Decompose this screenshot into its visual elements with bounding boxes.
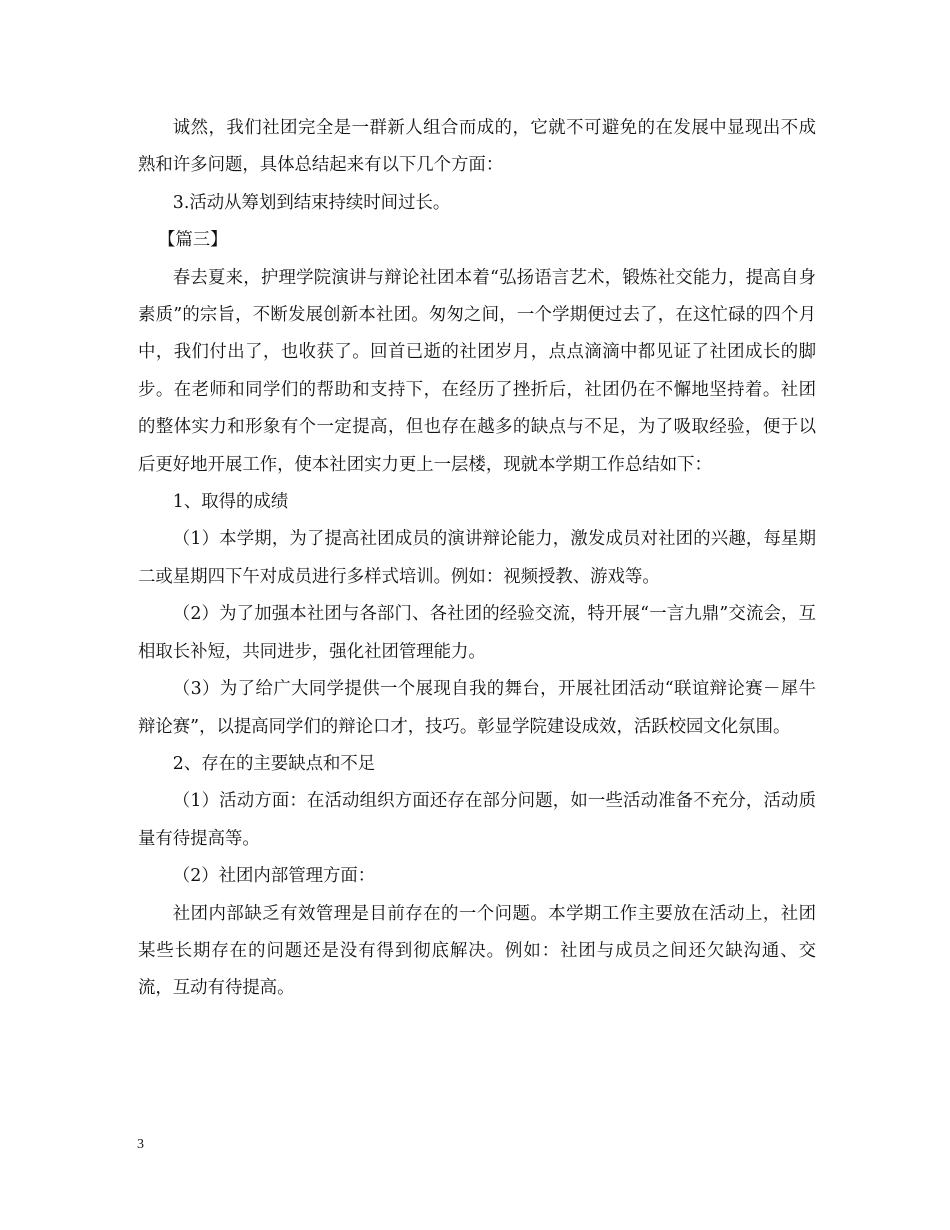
- paragraph-management: 社团内部缺乏有效管理是目前存在的一个问题。本学期工作主要放在活动上，社团某些长期存在的问题还是没有得到彻底解决。例如：社团与成员之间还欠缺沟通、交流，互动有待提高。: [138, 903, 816, 999]
- subheading-achievements: 1、取得的成绩: [172, 492, 289, 513]
- paragraph-achievement-2: （2）为了加强本社团与各部门、各社团的经验交流，特开展“一言九鼎”交流会，互相取长补短，共同进步，强化社团管理能力。: [138, 604, 816, 662]
- paragraph-issue-3: 3.活动从筹划到结束持续时间过长。: [172, 192, 451, 213]
- paragraph-achievement-3: （3）为了给广大同学提供一个展现自我的舞台，开展社团活动“联谊辩论赛－犀牛辩论赛”，以提高同学们的辩论口才，技巧。彰显学院建设成效，活跃校园文化氛围。: [138, 679, 816, 737]
- paragraph-summary-intro: 春去夏来，护理学院演讲与辩论社团本着“弘扬语言艺术，锻炼社交能力，提高自身素质”的宗旨，不断发展创新本社团。匆匆之间，一个学期便过去了，在这忙碌的四个月中，我们付出了，也收获了。回首已逝的社团岁月，点点滴滴中都见证了社团成长的脚步。在老师和同学们的帮助和支持下，在经历了挫折后，社团仍在不懈地坚持着。社团的整体实力和形象有个一定提高，但也存在越多的缺点与不足，为了吸取经验，便于以后更好地开展工作，使本社团实力更上一层楼，现就本学期工作总结如下：: [138, 267, 816, 475]
- paragraph-intro: 诚然，我们社团完全是一群新人组合而成的，它就不可避免的在发展中显现出不成熟和许多问题，具体总结起来有以下几个方面：: [138, 118, 816, 176]
- page-number: 3: [137, 1137, 144, 1152]
- paragraph-shortcoming-1: （1）活动方面：在活动组织方面还存在部分问题，如一些活动准备不充分，活动质量有待提高等。: [138, 791, 816, 849]
- document-body: [138, 110, 816, 1008]
- section-heading-part-three: 【篇三】: [158, 230, 228, 251]
- subheading-shortcomings: 2、存在的主要缺点和不足: [172, 753, 376, 774]
- paragraph-shortcoming-2: （2）社团内部管理方面：: [172, 866, 376, 887]
- paragraph-achievement-1: （1）本学期，为了提高社团成员的演讲辩论能力，激发成员对社团的兴趣，每星期二或星期四下午对成员进行多样式培训。例如：视频授教、游戏等。: [138, 529, 816, 587]
